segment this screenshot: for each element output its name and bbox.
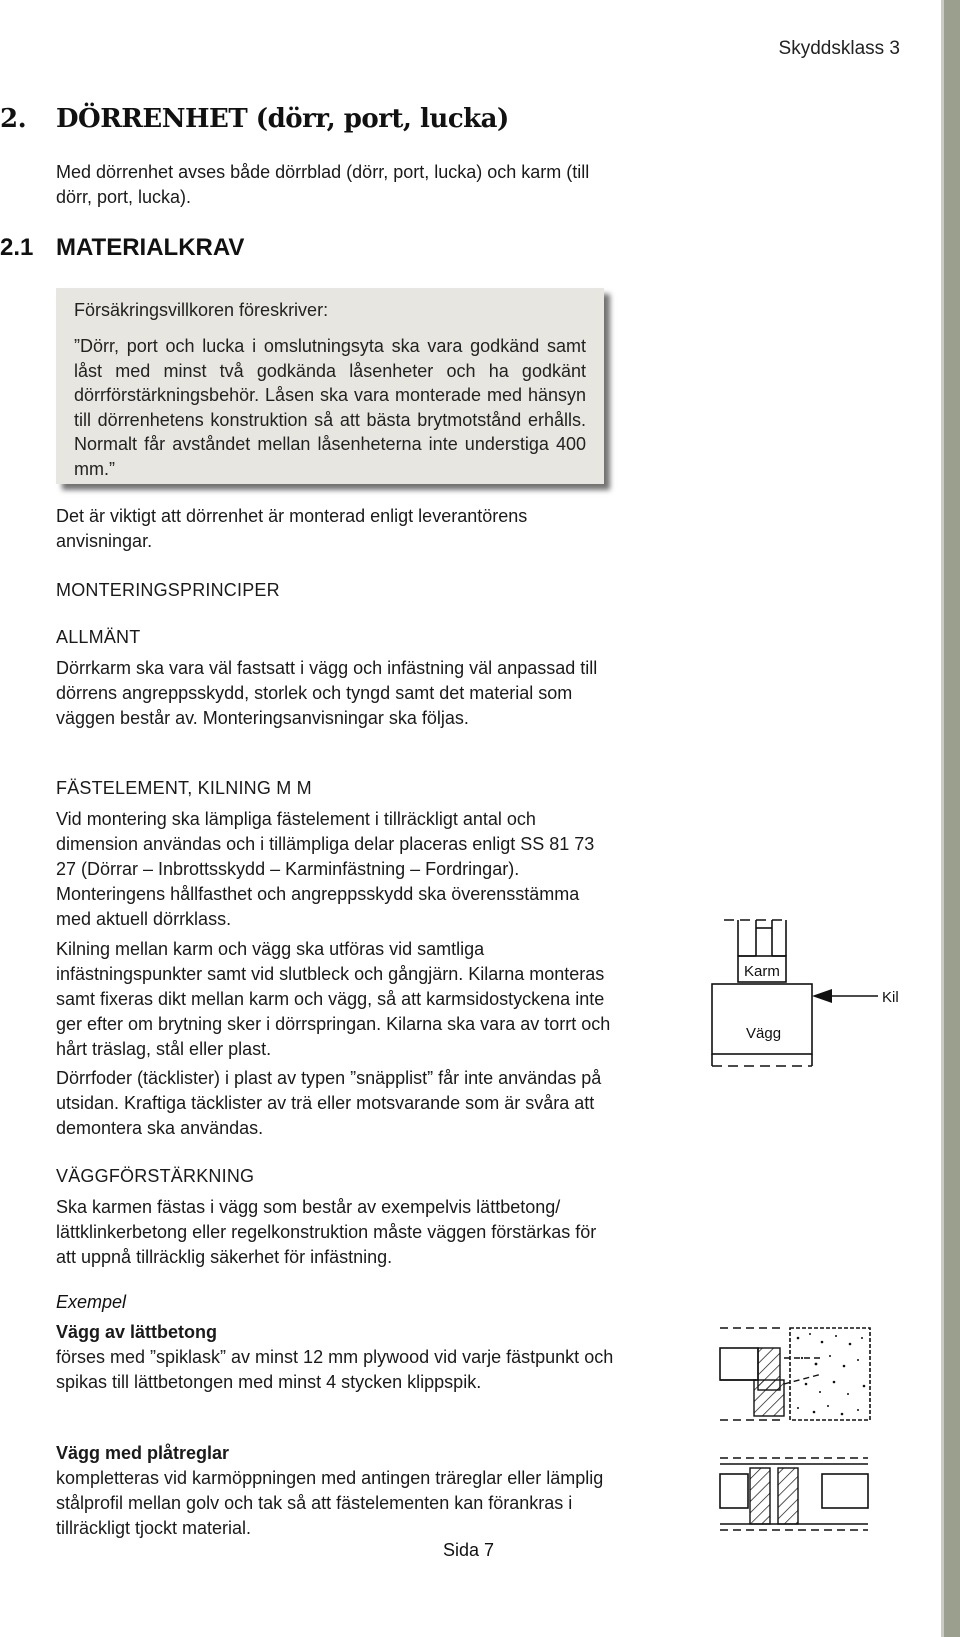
page-number: Sida 7 <box>443 1540 495 1560</box>
note-paragraph: Det är viktigt att dörrenhet är monterad enligt leverantörens anvisningar. <box>56 506 528 551</box>
example-a-paragraph: förses med ”spiklask” av minst 12 mm plywood vid varje fästpunkt och spikas till lättbetongen med minst 4 stycken klippspik. <box>56 1347 614 1392</box>
reinforcement-paragraph: Ska karmen fästas i vägg som består av exempelvis lättbetong/ lättklinkerbetong eller regelkonstruktion måste väggen förstärkas för att uppnå tillräcklig säkerhet för infästning. <box>56 1197 597 1267</box>
diagram-label-wedge: Kil <box>882 989 899 1006</box>
subsection-title: MATERIALKRAV <box>56 234 245 261</box>
fasteners-heading: FÄSTELEMENT, KILNING M M <box>56 778 312 798</box>
fasteners-paragraph-2: Kilning mellan karm och vägg ska utföras vid samtliga infästningspunkter samt vid slutbleck och gångjärn. Kilarna monteras samt fixeras dikt mellan karm och vägg, så att karmsidostyckena inte ger efter om brytning sker i dörrspringan. Kilarna ska vara av torrt och hårt träslag, stål eller plast. <box>56 939 611 1059</box>
quote-box-title: Försäkringsvillkoren föreskriver: <box>74 300 329 320</box>
quote-box-text: ”Dörr, port och lucka i omslutningsyta ska vara godkänd samt låst med minst två godkända låsenheter och ha godkänt dörrförstärkningsbehör. Låsen ska vara monterade med hänsyn till dörrenhetens konstruktion så att bästa brytmotstånd erhålls. Normalt får avståndet mellan låsenheterna inte understiga 400 mm.” <box>74 336 586 479</box>
diagram-label-frame: Karm <box>744 963 780 980</box>
subsection-heading <box>0 234 244 262</box>
intro-paragraph: Med dörrenhet avses både dörrblad (dörr, port, lucka) och karm (till dörr, port, lucka). <box>56 162 590 207</box>
fasteners-paragraph-3: Dörrfoder (täcklister) i plast av typen ”snäpplist” får inte användas på utsidan. Kraftiga täcklister av trä eller motsvarande som är svåra att demontera ska användas. <box>56 1068 602 1138</box>
diagram-label-wall: Vägg <box>746 1025 782 1042</box>
fasteners-paragraph-1: Vid montering ska lämpliga fästelement i tillräckligt antal och dimension användas och i tillämpliga delar placeras enligt SS 81 73 27 (Dörrar – Inbrottsskydd – Karminfästning – Fordringar). Monteringens hållfasthet och angreppsskydd ska överensstämma med aktuell dörrklass. <box>56 809 595 929</box>
example-b-paragraph: kompletteras vid karmöppningen med antingen träreglar eller lämplig stålprofil mellan golv och tak så att fästelementen kan förankras i tillräckligt tjockt material. <box>56 1468 604 1538</box>
header-class-label: Skyddsklass 3 <box>778 38 900 59</box>
aerated-concrete-wall-diagram <box>718 1324 878 1424</box>
steel-stud-wall-diagram <box>718 1454 878 1534</box>
reinforcement-heading: VÄGGFÖRSTÄRKNING <box>56 1166 255 1186</box>
section-title: DÖRRENHET (dörr, port, lucka) <box>56 104 509 134</box>
side-band <box>944 0 960 1637</box>
general-paragraph: Dörrkarm ska vara väl fastsatt i vägg och infästning väl anpassad till dörrens angreppsskydd, storlek och tyngd samt det material som väggen består av. Monteringsanvisningar ska följas. <box>56 658 598 728</box>
principles-heading: MONTERINGSPRINCIPER <box>56 580 280 600</box>
quote-box <box>56 288 604 484</box>
subsection-number: 2.1 <box>0 234 34 261</box>
section-heading <box>0 104 509 134</box>
example-a-title: Vägg av lättbetong <box>56 1322 218 1342</box>
example-label: Exempel <box>56 1292 127 1312</box>
frame-wedge-diagram <box>708 918 908 1078</box>
general-heading: ALLMÄNT <box>56 627 141 647</box>
example-b-title: Vägg med plåtreglar <box>56 1443 230 1463</box>
section-number: 2. <box>0 104 27 134</box>
